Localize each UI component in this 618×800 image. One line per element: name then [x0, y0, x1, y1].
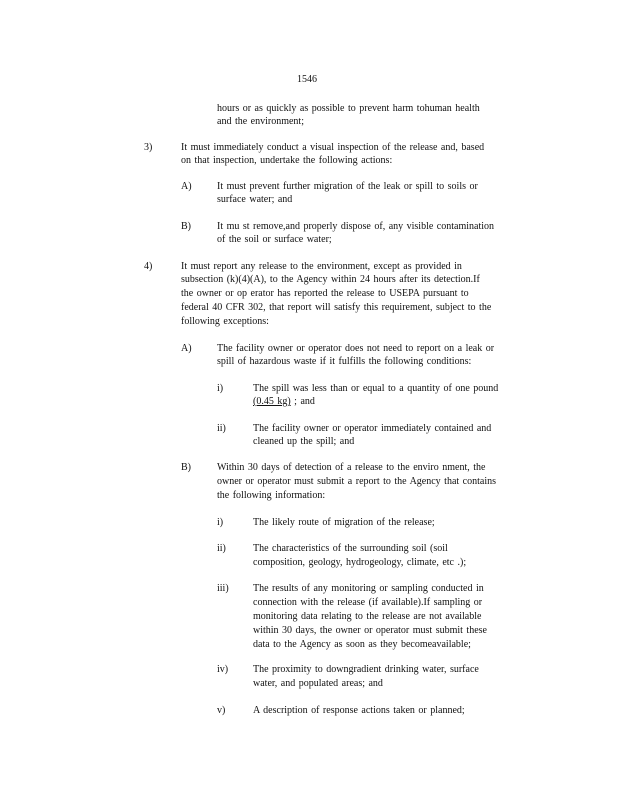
item-4B-v-text: A description of response actions taken or planned; — [253, 705, 465, 716]
intro-line: and the environment; — [217, 116, 304, 127]
item-3-text: It must immediately conduct a visual inspection of the release and, based — [181, 142, 485, 153]
item-4B-text: Within 30 days of detection of a release to the enviro nment, the — [217, 462, 486, 473]
item-4B-iii-text: connection with the release (if available).If sampling or — [253, 597, 483, 608]
item-3A-text: surface water; and — [217, 194, 293, 205]
item-3B-text: It mu st remove,and properly dispose of, any visible contamination — [217, 221, 494, 232]
item-4-text: the owner or op erator has reported the release to USEPA pursuant to — [181, 288, 469, 299]
item-4B-iv-number: iv) — [217, 664, 229, 675]
item-4B-iii-text: monitoring data relating to the release are not available — [253, 611, 482, 622]
item-4B-i-text: The likely route of migration of the release; — [253, 517, 435, 528]
item-4B-text: owner or operator must submit a report to the Agency that contains — [217, 476, 496, 487]
item-4B-ii-text: composition, geology, hydrogeology, climate, etc .); — [253, 557, 467, 568]
item-4B-iii-text: within 30 days, the owner or operator must submit these — [253, 625, 487, 636]
item-3B-text: of the soil or surface water; — [217, 234, 332, 245]
item-4A-ii-text: cleaned up the spill; and — [253, 436, 355, 447]
item-4B-iii-text: The results of any monitoring or sampling conducted in — [253, 583, 484, 594]
page-number: 1546 — [297, 74, 317, 85]
item-4B-text: the following information: — [217, 490, 326, 501]
intro-line: hours or as quickly as possible to prevent harm tohuman health — [217, 103, 480, 114]
item-4B-iv-text: water, and populated areas; and — [253, 678, 383, 689]
item-3-number: 3) — [144, 142, 153, 153]
item-3A-text: It must prevent further migration of the leak or spill to soils or — [217, 181, 478, 192]
item-4A-text: The facility owner or operator does not need to report on a leak or — [217, 343, 495, 354]
item-3B-number: B) — [181, 221, 191, 232]
item-4A-i-text: The spill was less than or equal to a quantity of one pound — [253, 383, 499, 394]
item-4A-text: spill of hazardous waste if it fulfills the following conditions: — [217, 356, 472, 367]
item-4B-ii-number: ii) — [217, 543, 226, 554]
item-4A-i-number: i) — [217, 383, 224, 394]
item-4-number: 4) — [144, 261, 153, 272]
item-4-text: following exceptions: — [181, 316, 269, 327]
item-4B-number: B) — [181, 462, 191, 473]
item-4B-iv-text: The proximity to downgradient drinking water, surface — [253, 664, 479, 675]
item-3A-number: A) — [181, 181, 192, 192]
item-4B-v-number: v) — [217, 705, 226, 716]
item-4B-ii-text: The characteristics of the surrounding soil (soil — [253, 543, 448, 554]
item-4A-number: A) — [181, 343, 192, 354]
item-4A-i-text — [253, 396, 315, 408]
item-4-text: It must report any release to the environment, except as provided in — [181, 261, 462, 272]
item-4B-iii-number: iii) — [217, 583, 229, 594]
item-4-text: federal 40 CFR 302, that report will satisfy this requirement, subject to the — [181, 302, 492, 313]
item-4A-ii-number: ii) — [217, 423, 226, 434]
item-4A-ii-text: The facility owner or operator immediately contained and — [253, 423, 492, 434]
item-3-text: on that inspection, undertake the following actions: — [181, 155, 393, 166]
item-4-text: subsection (k)(4)(A), to the Agency within 24 hours after its detection.If — [181, 274, 480, 285]
underlined-quantity: (0.45 kg) — [253, 396, 291, 407]
item-4B-i-number: i) — [217, 517, 224, 528]
item-4B-iii-text: data to the Agency as soon as they becomeavailable; — [253, 639, 471, 650]
item-4A-i-text-rest: ; and — [290, 396, 315, 407]
